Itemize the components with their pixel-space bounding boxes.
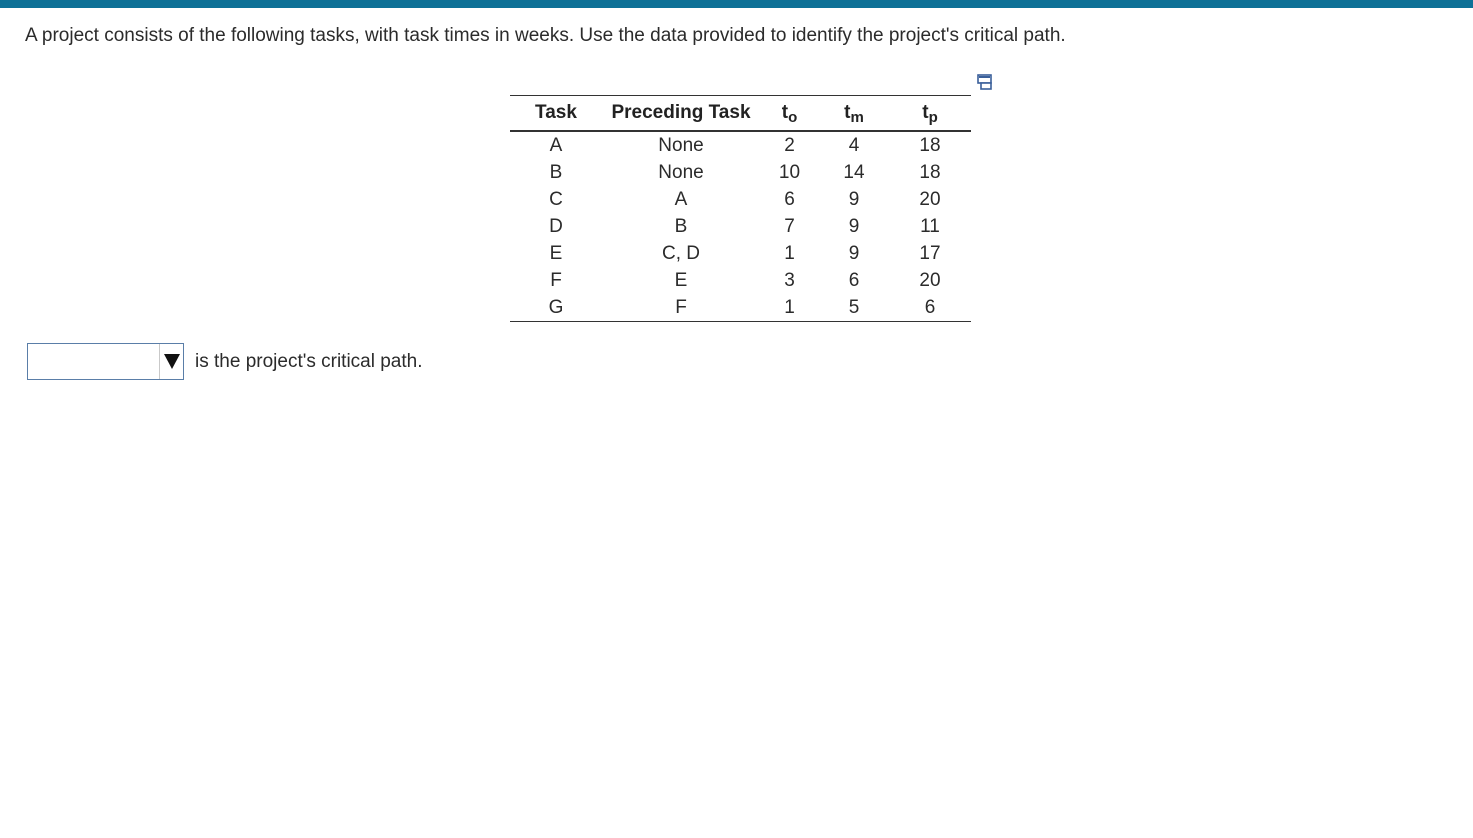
cell-preceding: A — [674, 188, 688, 210]
answer-suffix-text: is the project's critical path. — [195, 351, 423, 372]
cell-tp: 18 — [919, 134, 941, 156]
cell-tm: 9 — [848, 242, 860, 264]
table-row — [510, 213, 971, 240]
header-task: Task — [535, 102, 577, 123]
table-row — [510, 131, 971, 159]
cell-task: G — [548, 296, 564, 318]
header-preceding-task: Preceding Task — [611, 102, 751, 123]
cell-to: 6 — [784, 188, 795, 210]
cell-task: F — [550, 269, 562, 291]
cell-preceding: C, D — [662, 242, 700, 264]
cell-preceding: E — [674, 269, 688, 291]
header-optimistic-time — [760, 96, 819, 132]
header-tm-sub: m — [850, 109, 864, 126]
cell-tm: 9 — [848, 188, 860, 210]
cell-preceding: None — [658, 161, 704, 183]
cell-task: D — [549, 215, 563, 237]
header-pessimistic-time — [889, 96, 971, 132]
table-row — [510, 294, 971, 322]
cell-tp: 20 — [919, 269, 941, 291]
header-most-likely-time — [819, 96, 889, 132]
table-row — [510, 240, 971, 267]
cell-tm: 14 — [843, 161, 865, 183]
cell-tp: 6 — [924, 296, 936, 318]
header-to-sub: o — [788, 109, 798, 126]
dropdown-arrow-button[interactable] — [159, 344, 183, 379]
chevron-down-icon — [164, 354, 180, 369]
cell-tp: 17 — [919, 242, 941, 264]
critical-path-dropdown[interactable] — [27, 343, 184, 380]
table-row — [510, 159, 971, 186]
top-accent-bar — [0, 0, 1473, 8]
header-tm-base: t — [844, 102, 851, 123]
cell-to: 7 — [784, 215, 795, 237]
cell-preceding: F — [675, 296, 687, 318]
task-data-table — [510, 95, 971, 322]
cell-task: E — [549, 242, 563, 264]
header-tp-sub: p — [928, 109, 938, 126]
header-to-base: t — [781, 102, 789, 123]
cell-tm: 4 — [848, 134, 860, 156]
cell-to: 1 — [784, 242, 795, 264]
table-header-row — [510, 96, 971, 132]
table-row — [510, 267, 971, 294]
cell-tm: 9 — [848, 215, 860, 237]
cell-to: 1 — [784, 296, 795, 318]
cell-to: 2 — [784, 134, 795, 156]
cell-tp: 18 — [919, 161, 941, 183]
cell-preceding: B — [674, 215, 688, 237]
cell-tp: 11 — [920, 215, 940, 237]
cell-to: 10 — [778, 161, 801, 183]
cell-task: C — [549, 188, 563, 210]
cell-preceding: None — [658, 134, 704, 156]
question-text: A project consists of the following tasks, with task times in weeks. Use the data provided to identify the project's critical path. — [25, 25, 1066, 46]
cell-tp: 20 — [919, 188, 941, 210]
cell-to: 3 — [784, 269, 795, 291]
table-row — [510, 186, 971, 213]
cell-tm: 6 — [848, 269, 860, 291]
cell-task: A — [549, 134, 563, 156]
cell-tm: 5 — [848, 296, 860, 318]
cell-task: B — [549, 161, 563, 183]
header-tp-base: t — [922, 102, 929, 123]
print-icon[interactable] — [977, 74, 993, 90]
